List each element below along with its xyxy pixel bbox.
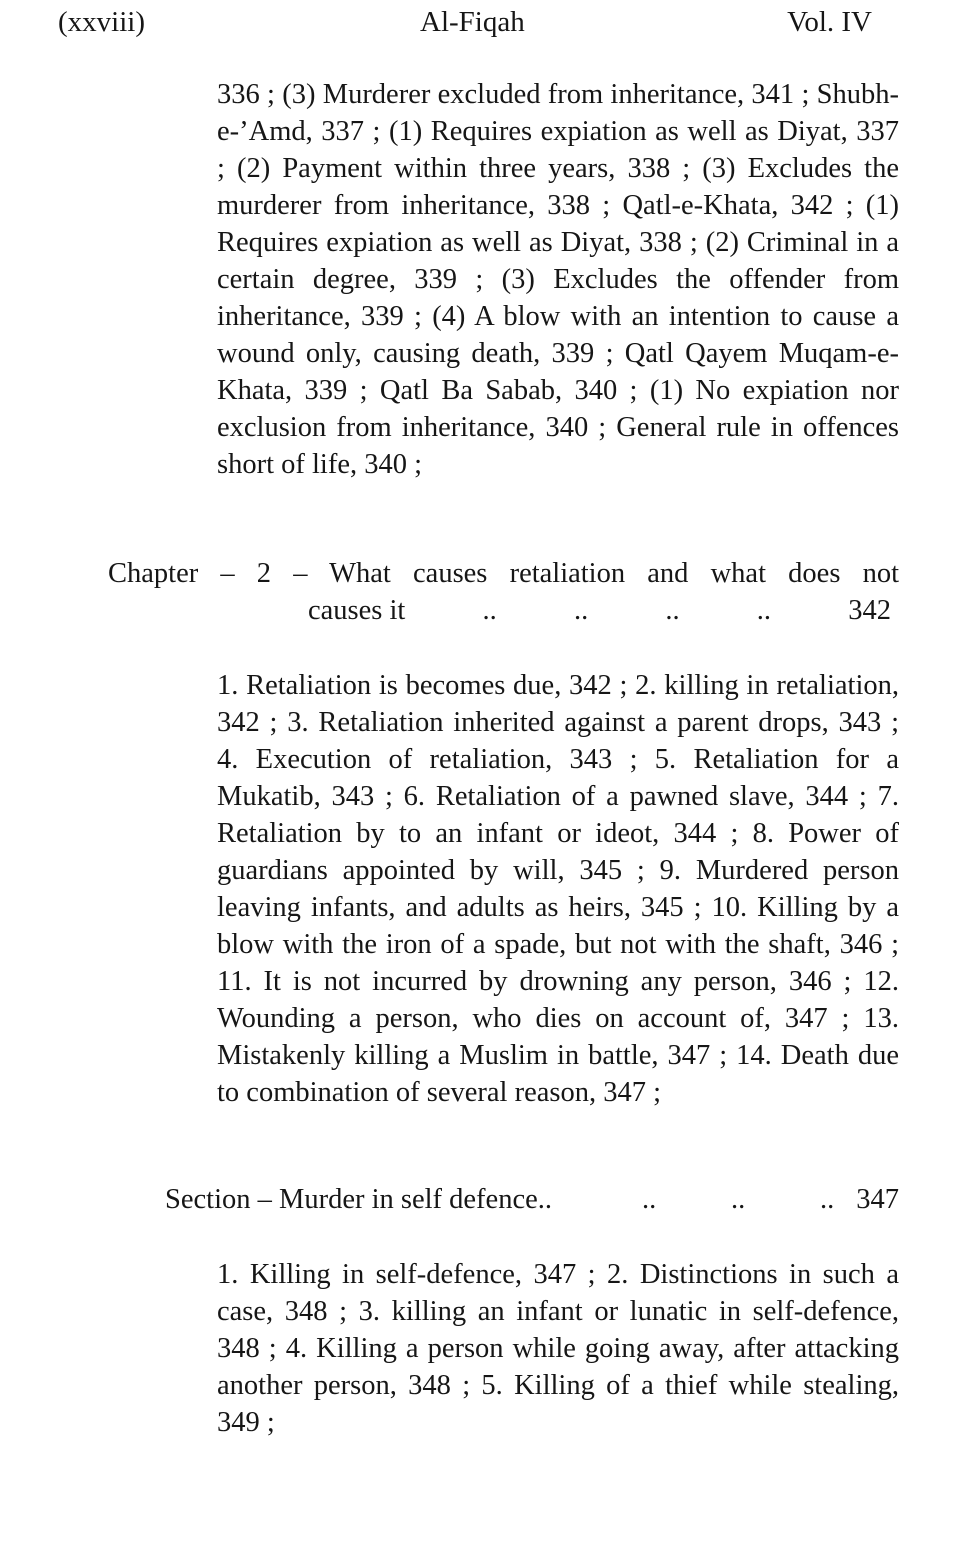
book-title: Al-Fiqah bbox=[420, 6, 525, 38]
page-number-roman: (xxviii) bbox=[58, 6, 145, 38]
chapter-page-number: 342 bbox=[848, 595, 891, 626]
dot-leader: .. bbox=[665, 595, 680, 626]
chapter-title-continuation bbox=[308, 592, 891, 629]
page-header bbox=[0, 2, 960, 46]
dot-leader: .. bbox=[731, 1184, 746, 1215]
contents-paragraph-3: 1. Killing in self-defence, 347 ; 2. Distinctions in such a case, 348 ; 3. killing an infant or lunatic in self-defence, 348 ; 4. Killing a person while going away, after attacking another person, 348 ; 5. Killing of a thief while stealing, 349 ; bbox=[217, 1259, 899, 1438]
volume-label: Vol. IV bbox=[787, 6, 872, 38]
section-page-number: 347 bbox=[856, 1184, 899, 1215]
dot-leader: .. bbox=[756, 595, 772, 626]
dot-leader: .. bbox=[573, 595, 589, 626]
dot-leader: .. bbox=[482, 595, 497, 626]
dot-leaders bbox=[552, 1181, 856, 1218]
dot-leader: .. bbox=[642, 1184, 657, 1215]
section-title: Section – Murder in self defence.. bbox=[165, 1184, 552, 1215]
chapter-title-end: causes it bbox=[308, 595, 406, 626]
chapter-title: Chapter – 2 – What causes retaliation and what does not bbox=[108, 558, 899, 589]
contents-paragraph-2: 1. Retaliation is becomes due, 342 ; 2. killing in retaliation, 342 ; 3. Retaliation inherited against a parent drops, 343 ; 4. Execution of retaliation, 343 ; 5. Retaliation for a Mukatib, 343 ; 6. Retaliation of a pawned slave, 344 ; 7. Retaliation by to an infant or ideot, 344 ; 8. Power of guardians appointed by will, 345 ; 9. Murdered person leaving infants, and adults as heirs, 345 ; 10. Killing by a blow with the iron of a spade, but not with the shaft, 346 ; 11. It is not incurred by drowning any person, 346 ; 12. Wounding a person, who dies on account of, 347 ; 13. Mistakenly killing a Muslim in battle, 347 ; 14. Death due to combination of several reason, 347 ; bbox=[217, 670, 899, 1108]
chapter-heading bbox=[108, 555, 899, 629]
contents-paragraph-1: 336 ; (3) Murderer excluded from inheritance, 341 ; Shubh-e-’Amd, 337 ; (1) Requires expiation as well as Diyat, 337 ; (2) Payment within three years, 338 ; (3) Excludes the murderer from inheritance, 338 ; Qatl-e-Khata, 342 ; (1) Requires expiation as well as Diyat, 338 ; (2) Criminal in a certain degree, 339 ; (3) Excludes the offender from inheritance, 339 ; (4) A blow with an intention to cause a wound only, causing death, 339 ; Qatl Qayem Muqam-e-Khata, 339 ; Qatl Ba Sabab, 340 ; (1) No expiation nor exclusion from inheritance, 340 ; General rule in offences short of life, 340 ; bbox=[217, 79, 899, 480]
dot-leader: .. bbox=[820, 1184, 835, 1215]
section-heading bbox=[165, 1181, 899, 1218]
